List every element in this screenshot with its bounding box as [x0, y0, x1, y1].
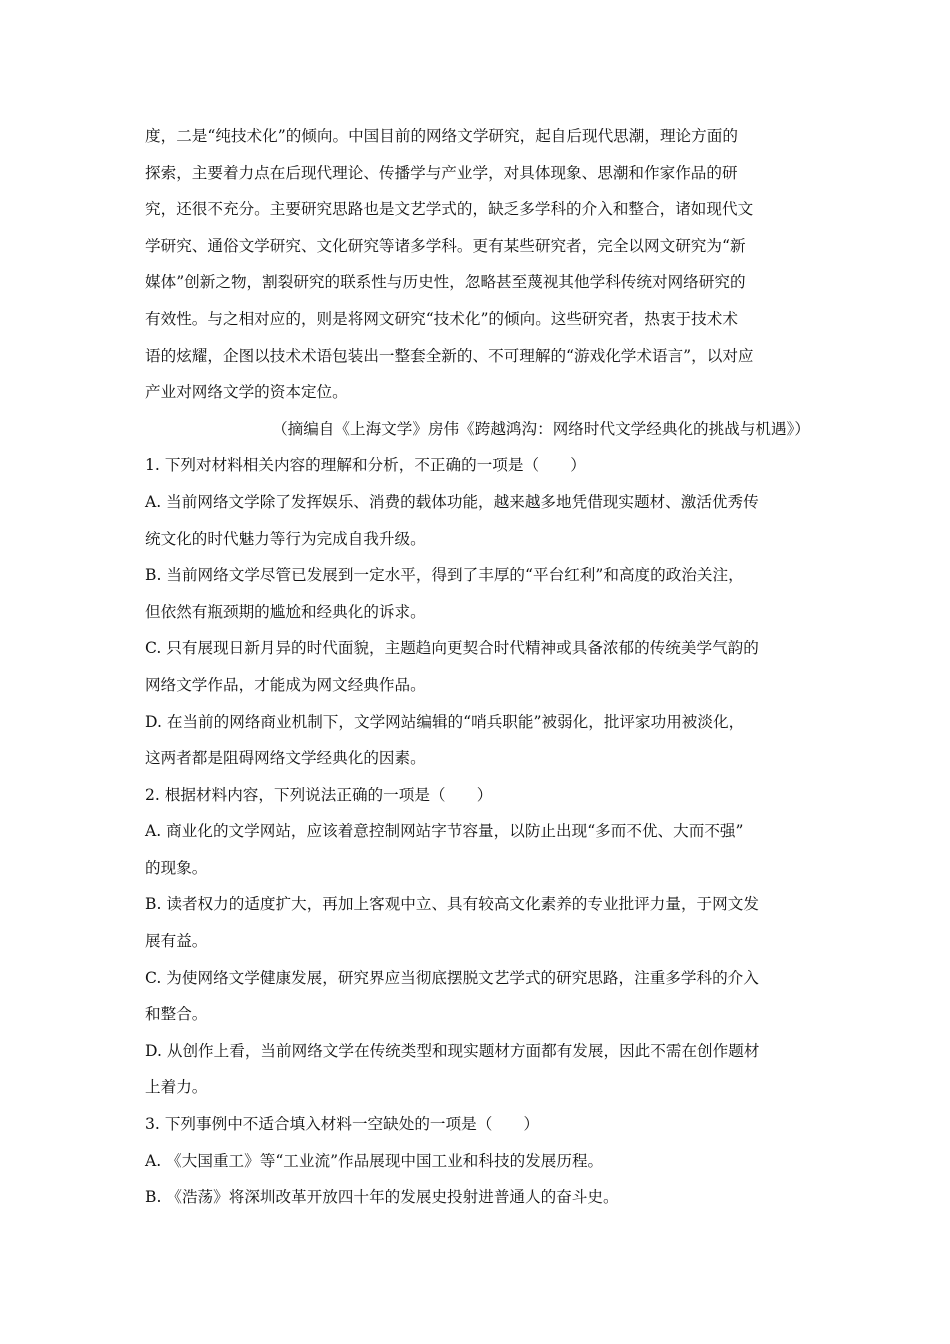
- option-d: D. 从创作上看，当前网络文学在传统类型和现实题材方面都有发展，因此不需在创作题材: [145, 1041, 760, 1060]
- passage-line: 究，还很不充分。主要研究思路也是文艺学式的，缺乏多学科的介入和整合，诸如现代文: [145, 200, 754, 219]
- option-b: B. 当前网络文学尽管已发展到一定水平，得到了丰厚的“平台红利”和高度的政治关注，: [145, 566, 744, 585]
- option-d-cont: 上着力。: [145, 1078, 208, 1097]
- option-a: A. 《大国重工》等“工业流”作品展现中国工业和科技的发展历程。: [145, 1151, 604, 1170]
- option-c-cont: 网络文学作品，才能成为网文经典作品。: [145, 675, 426, 694]
- passage-line: 探索，主要着力点在后现代理论、传播学与产业学，对具体现象、思潮和作家作品的研: [145, 163, 738, 182]
- passage-line: 有效性。与之相对应的，则是将网文研究“技术化”的倾向。这些研究者，热衷于技术术: [145, 309, 738, 328]
- document-page: [145, 118, 810, 1216]
- passage-line: 度，二是“纯技术化”的倾向。中国目前的网络文学研究，起自后现代思潮，理论方面的: [145, 127, 738, 145]
- passage-line: 语的炫耀，企图以技术术语包装出一整套全新的、不可理解的“游戏化学术语言”，以对应: [145, 346, 754, 365]
- question-3: [145, 1106, 810, 1216]
- passage: [145, 118, 810, 447]
- option-a: A. 当前网络文学除了发挥娱乐、消费的载体功能，越来越多地凭借现实题材、激活优秀传: [145, 492, 759, 511]
- option-c-cont: 和整合。: [145, 1005, 208, 1024]
- passage-line: 媒体”创新之物，割裂研究的联系性与历史性，忽略甚至蔑视其他学科传统对网络研究的: [145, 273, 746, 292]
- passage-source: （摘编自《上海文学》房伟《跨越鸿沟：网络时代文学经典化的挑战与机遇》）: [272, 419, 810, 438]
- option-a-cont: 统文化的时代魅力等行为完成自我升级。: [145, 529, 426, 548]
- option-b-cont: 但依然有瓶颈期的尴尬和经典化的诉求。: [145, 602, 426, 621]
- option-c: C. 为使网络文学健康发展，研究界应当彻底摆脱文艺学式的研究思路，注重多学科的介入: [145, 968, 759, 987]
- option-d-cont: 这两者都是阻碍网络文学经典化的因素。: [145, 749, 426, 768]
- passage-line: 学研究、通俗文学研究、文化研究等诸多学科。更有某些研究者，完全以网文研究为“新: [145, 236, 746, 255]
- option-b: B. 读者权力的适度扩大，再加上客观中立、具有较高文化素养的专业批评力量，于网文发: [145, 895, 759, 914]
- passage-line: 产业对网络文学的资本定位。: [145, 383, 348, 402]
- question-stem: 1. 下列对材料相关内容的理解和分析，不正确的一项是（ ）: [145, 456, 586, 475]
- question-stem: 3. 下列事例中不适合填入材料一空缺处的一项是（ ）: [145, 1115, 540, 1134]
- question-2: [145, 777, 810, 1106]
- option-a-cont: 的现象。: [145, 858, 208, 877]
- option-d: D. 在当前的网络商业机制下，文学网站编辑的“哨兵职能”被弱化，批评家功用被淡化，: [145, 712, 745, 731]
- option-a: A. 商业化的文学网站，应该着意控制网站字节容量，以防止出现“多而不优、大而不强”: [145, 822, 744, 841]
- option-b-cont: 展有益。: [145, 932, 208, 951]
- option-b: B. 《浩荡》将深圳改革开放四十年的发展史投射进普通人的奋斗史。: [145, 1188, 619, 1207]
- question-stem: 2. 根据材料内容，下列说法正确的一项是（ ）: [145, 785, 493, 804]
- option-c: C. 只有展现日新月异的时代面貌，主题趋向更契合时代精神或具备浓郁的传统美学气韵的: [145, 639, 759, 658]
- question-1: [145, 447, 810, 776]
